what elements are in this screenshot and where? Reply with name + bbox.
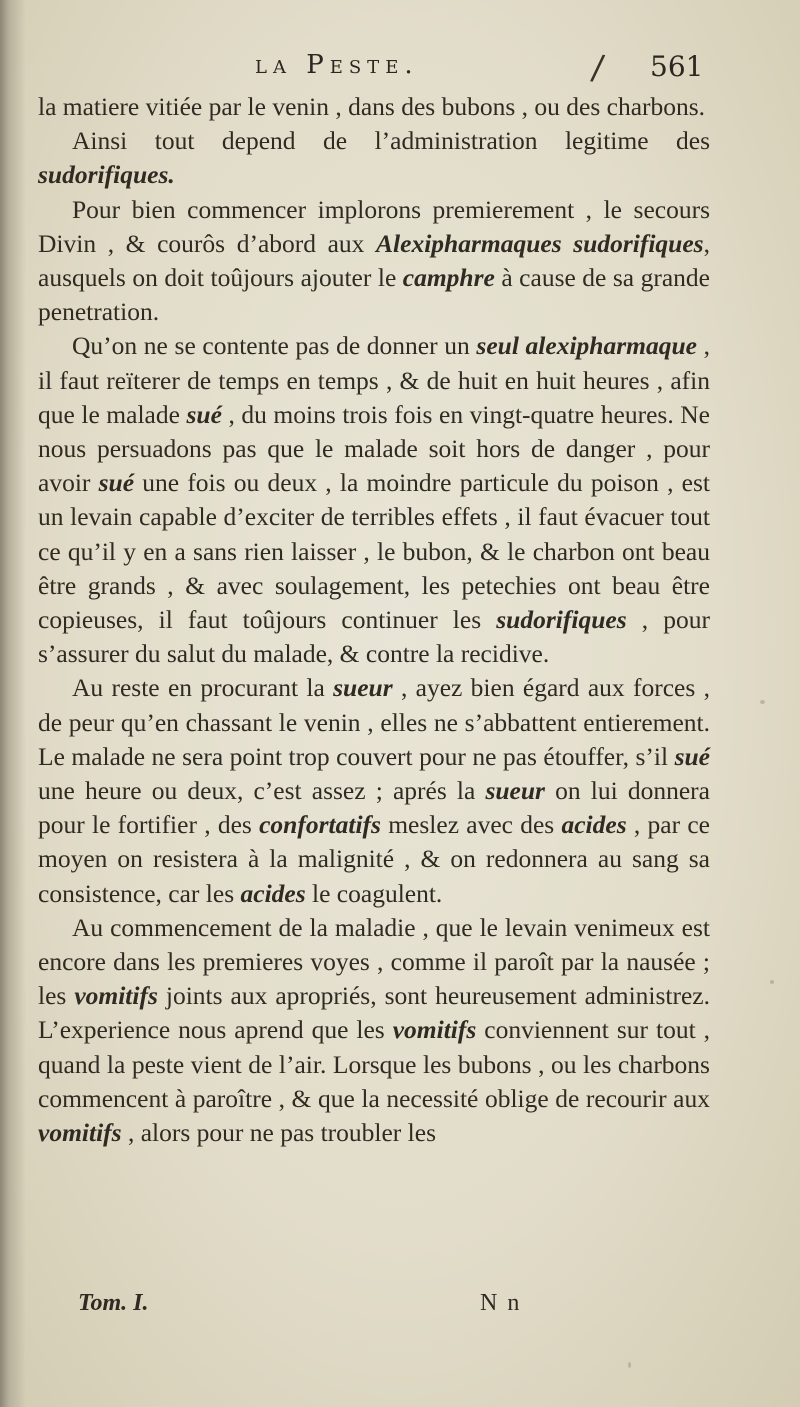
italic-term: sué <box>186 399 222 429</box>
paper-speck <box>628 1362 631 1368</box>
paper-speck <box>760 700 765 704</box>
paragraph <box>38 329 710 671</box>
text-run: , ayez bien égard aux forces , de peur qu’en chassant le venin , elles ne s’abbattent entierement. Le malade ne sera point trop couvert pour ne pas étouffer, s’il <box>38 673 710 771</box>
ink-mark: / <box>589 47 607 89</box>
text-run: joints aux apropriés, sont heureusement administrez. L’experience nous aprend que les <box>38 981 710 1045</box>
text-run: , pour s’assurer du salut du malade, & contre la recidive. <box>38 605 710 669</box>
italic-term: vomitifs <box>38 1118 122 1148</box>
italic-term: camphre <box>402 263 495 293</box>
text-run: , par ce moyen on resistera à la malignité , & on redonnera au sang sa consistence, car les <box>38 810 710 908</box>
text-run: , il faut reïterer de temps en temps , & de huit en huit heures , afin que le malade <box>38 331 711 429</box>
page-footer <box>0 1290 800 1330</box>
paragraph <box>38 193 710 330</box>
text-run: , alors pour ne pas troubler les <box>121 1118 436 1148</box>
paragraph <box>38 911 710 1150</box>
running-title: la Peste. <box>255 50 419 80</box>
page-number: 561 <box>650 50 704 83</box>
binding-shadow <box>0 0 26 1407</box>
text-run: meslez avec des <box>380 810 562 840</box>
signature-mark: N n <box>480 1290 522 1316</box>
italic-term: sudorifiques. <box>38 160 175 190</box>
text-run: une fois ou deux , la moindre particule du poison , est un levain capable d’exciter de terribles effets , il faut évacuer tout ce qu’il y en a sans rien laisser , le bubon, & le charbon ont beau être grands , & avec soulagement, les petechies ont beau être copieuses, il faut toûjours continuer les <box>38 468 710 635</box>
italic-term: acides <box>561 810 627 840</box>
italic-term: sué <box>674 741 710 771</box>
text-run: Pour bien commencer implorons premierement , le secours Divin , & courôs d’abord aux <box>38 194 710 258</box>
italic-term: vomitifs <box>74 981 158 1011</box>
italic-term: confortatifs <box>259 810 381 840</box>
text-run: Au reste en procurant la <box>72 673 334 703</box>
italic-term: Alexipharmaques sudorifiques <box>376 228 704 258</box>
text-run: Ainsi tout depend de l’administration legitime des <box>72 126 710 156</box>
text-run: , ausquels on doit toûjours ajouter le <box>38 228 710 293</box>
text-run: Qu’on ne se contente pas de donner un <box>72 331 477 361</box>
text-run: conviennent sur tout , quand la peste vient de l’air. Lorsque les bubons , ou les charbons commencent à paroître , & que la necessité oblige de recourir aux <box>38 1015 710 1113</box>
paper-speck <box>770 980 774 984</box>
paragraph <box>38 124 710 192</box>
italic-term: sueur <box>485 776 545 806</box>
italic-term: seul alexipharmaque <box>476 331 697 361</box>
italic-term: vomitifs <box>392 1015 477 1045</box>
page-header <box>0 48 800 92</box>
italic-term: sueur <box>333 673 393 703</box>
paragraph <box>38 90 710 124</box>
body-text <box>38 90 710 1150</box>
text-run: on lui donnera pour le fortifier , des <box>38 776 710 840</box>
paragraph <box>38 671 710 910</box>
text-run: à cause de sa grande penetration. <box>38 263 710 327</box>
text-run: le coagulent. <box>305 878 443 908</box>
text-run: , du moins trois fois en vingt-quatre heures. Ne nous persuadons pas que le malade soit hors de danger , pour avoir <box>38 399 710 498</box>
text-run: la matiere vitiée par le venin , dans des bubons , ou des charbons. <box>38 92 706 121</box>
italic-term: sué <box>98 468 135 498</box>
text-run: Au commencement de la maladie , que le levain venimeux est encore dans les premieres voyes , comme il paroît par la nausée ; les <box>38 912 710 1011</box>
text-run: une heure ou deux, c’est assez ; aprés la <box>38 776 486 806</box>
italic-term: sudorifiques <box>496 605 627 635</box>
italic-term: acides <box>240 878 306 908</box>
volume-marker: Tom. I. <box>78 1290 149 1316</box>
